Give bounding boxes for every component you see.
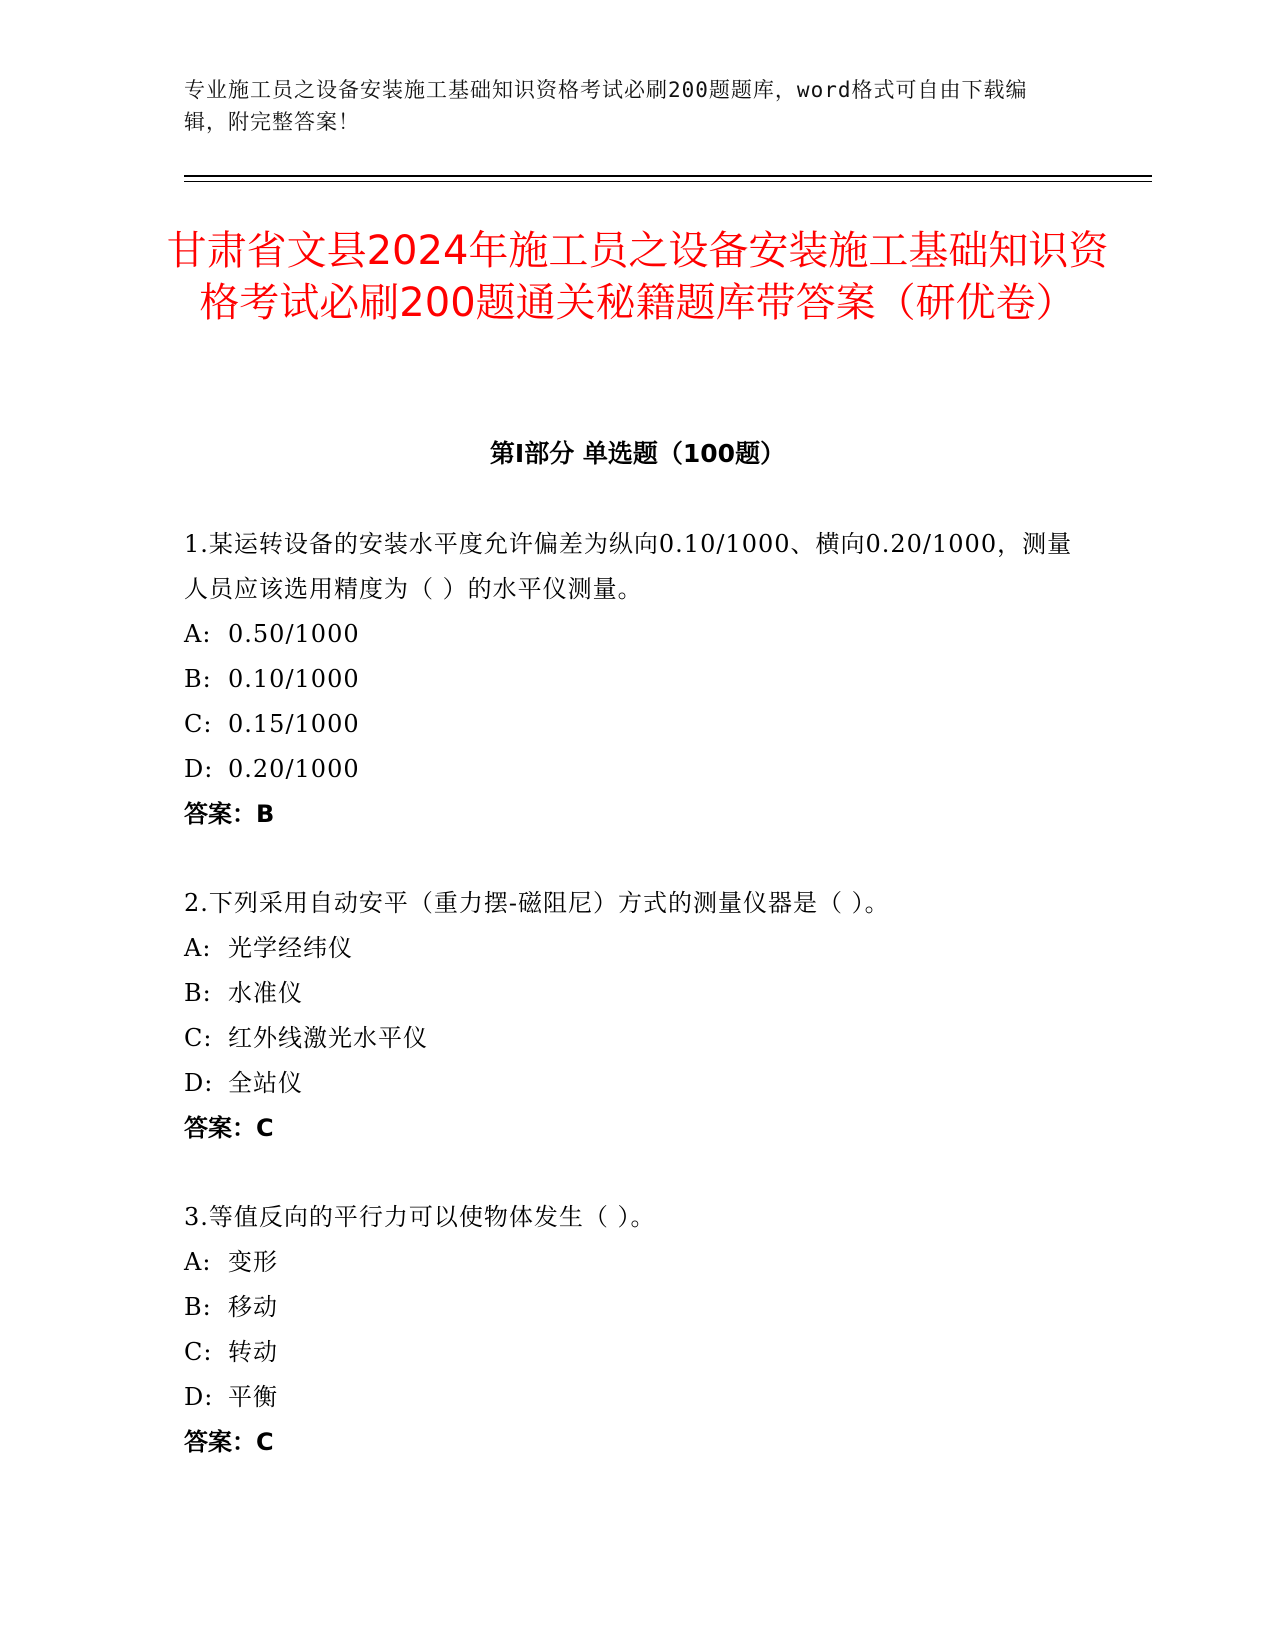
option-text: 变形 bbox=[228, 1248, 278, 1276]
option-c bbox=[184, 1016, 1084, 1061]
section-title: 第I部分 单选题（100题） bbox=[489, 439, 786, 468]
option-d bbox=[184, 1061, 1084, 1106]
header-divider-thin bbox=[184, 181, 1152, 182]
question-stem: 3.等值反向的平行力可以使物体发生（ ）。 bbox=[184, 1203, 656, 1231]
option-a bbox=[184, 1240, 1084, 1285]
option-c bbox=[184, 702, 1084, 747]
option-text: 移动 bbox=[228, 1293, 278, 1321]
header-note: 专业施工员之设备安装施工基础知识资格考试必刷200题题库，word格式可自由下载编辑，附完整答案！ bbox=[184, 78, 1028, 134]
option-b bbox=[184, 657, 1084, 702]
option-letter: D: bbox=[184, 1383, 214, 1411]
question-stem: 2.下列采用自动安平（重力摆-磁阻尼）方式的测量仪器是（ ）。 bbox=[184, 889, 890, 917]
option-d bbox=[184, 1375, 1084, 1420]
option-letter: A: bbox=[184, 1248, 212, 1276]
option-b bbox=[184, 1285, 1084, 1330]
option-text: 平衡 bbox=[228, 1383, 278, 1411]
document-title: 甘肃省文县2024年施工员之设备安装施工基础知识资格考试必刷200题通关秘籍题库带答案（研优卷） bbox=[166, 228, 1109, 326]
option-a bbox=[184, 926, 1084, 971]
option-text: 0.50/1000 bbox=[228, 620, 360, 648]
option-letter: C: bbox=[184, 710, 213, 738]
option-letter: C: bbox=[184, 1338, 213, 1366]
option-c bbox=[184, 1330, 1084, 1375]
option-letter: B: bbox=[184, 979, 212, 1007]
question-stem: 1.某运转设备的安装水平度允许偏差为纵向0.10/1000、横向0.20/1000，测量人员应该选用精度为（ ）的水平仪测量。 bbox=[184, 530, 1073, 603]
option-letter: C: bbox=[184, 1024, 213, 1052]
option-d bbox=[184, 747, 1084, 792]
question-1 bbox=[184, 522, 1084, 837]
option-letter: D: bbox=[184, 1069, 214, 1097]
option-b bbox=[184, 971, 1084, 1016]
header-divider-thick bbox=[184, 175, 1152, 177]
option-text: 红外线激光水平仪 bbox=[228, 1024, 428, 1052]
answer-line: 答案：B bbox=[184, 800, 275, 828]
question-2 bbox=[184, 881, 1084, 1151]
option-text: 光学经纬仪 bbox=[228, 934, 353, 962]
option-letter: A: bbox=[184, 620, 212, 648]
option-text: 转动 bbox=[228, 1338, 278, 1366]
option-letter: B: bbox=[184, 1293, 212, 1321]
option-text: 0.10/1000 bbox=[228, 665, 360, 693]
option-a bbox=[184, 612, 1084, 657]
option-letter: D: bbox=[184, 755, 214, 783]
option-text: 水准仪 bbox=[228, 979, 303, 1007]
answer-line: 答案：C bbox=[184, 1114, 274, 1142]
option-text: 0.15/1000 bbox=[228, 710, 360, 738]
question-3 bbox=[184, 1195, 1084, 1465]
option-letter: A: bbox=[184, 934, 212, 962]
option-text: 全站仪 bbox=[228, 1069, 303, 1097]
option-letter: B: bbox=[184, 665, 212, 693]
answer-line: 答案：C bbox=[184, 1428, 274, 1456]
question-list bbox=[184, 522, 1084, 1509]
option-text: 0.20/1000 bbox=[228, 755, 360, 783]
